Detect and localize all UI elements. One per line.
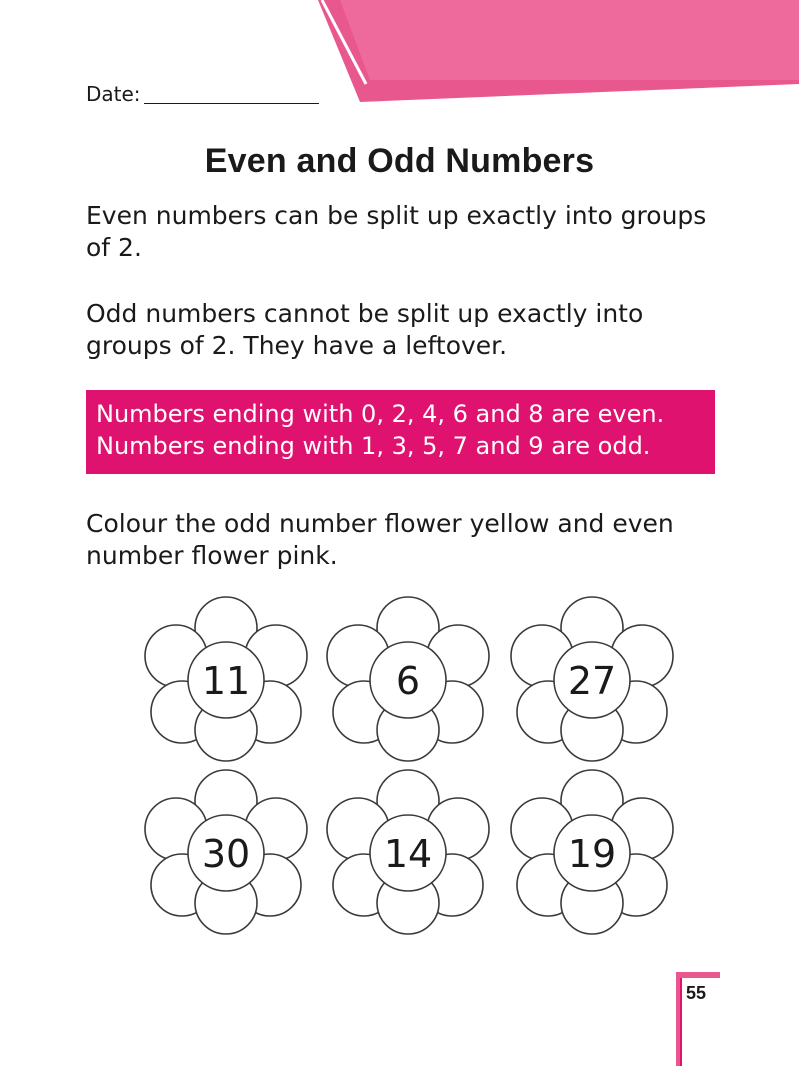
flower-number: 27 (567, 659, 617, 703)
colouring-instruction: Colour the odd number flower yellow and even number flower pink. (86, 509, 674, 570)
flower-4[interactable] (145, 770, 307, 934)
odd-explanation: Odd numbers cannot be split up exactly into groups of 2. They have a leftover. (86, 299, 644, 360)
even-explanation: Even numbers can be split up exactly into groups of 2. (86, 201, 707, 262)
page-tab-edge (680, 978, 682, 1066)
flower-number: 30 (201, 832, 251, 876)
flower-1[interactable] (145, 597, 307, 761)
page-title: Even and Odd Numbers (204, 142, 595, 180)
flower-number: 19 (567, 832, 617, 876)
header-light-band (340, 0, 799, 80)
rule-even-line: Numbers ending with 0, 2, 4, 6 and 8 are even. (96, 400, 665, 428)
flower-number: 11 (201, 659, 251, 703)
flower-6[interactable] (511, 770, 673, 934)
date-field-line[interactable] (144, 103, 319, 104)
flower-number: 14 (383, 832, 433, 876)
date-label: Date: (86, 82, 141, 106)
flower-number: 6 (395, 659, 421, 703)
flower-3[interactable] (511, 597, 673, 761)
rule-box (86, 390, 715, 474)
rule-odd-line: Numbers ending with 1, 3, 5, 7 and 9 are odd. (96, 432, 651, 460)
flower-2[interactable] (327, 597, 489, 761)
page-number: 55 (686, 983, 707, 1003)
flower-5[interactable] (327, 770, 489, 934)
